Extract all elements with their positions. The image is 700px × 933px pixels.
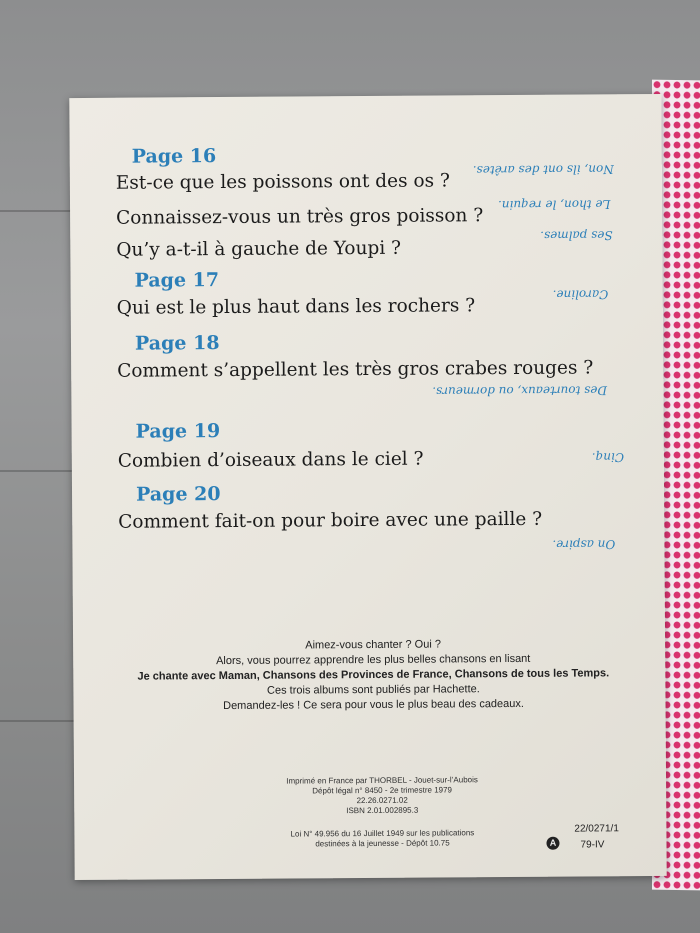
law-line: destinées à la jeunesse - Dépôt 10.75 [315, 838, 450, 849]
answer-upside-down: Des tourteaux, ou dormeurs. [432, 383, 608, 399]
promo-line: Aimez-vous chanter ? Oui ? [305, 638, 442, 652]
page-16-heading: Page 16 [131, 145, 217, 168]
law-notice [262, 828, 502, 850]
promo-line: Alors, vous pourrez apprendre les plus belles chansons en lisant [216, 652, 531, 668]
question-text: Connaissez-vous un très gros poisson ? [116, 205, 484, 229]
catalog-code-sub: 79-IV [580, 839, 605, 851]
imprint-line: 22.26.0271.02 [356, 795, 408, 806]
question-text: Qu’y a-t-il à gauche de Youpi ? [116, 237, 402, 261]
question-text: Qui est le plus haut dans les rochers ? [116, 295, 476, 319]
question-text: Comment s’appellent les très gros crabes rouges ? [117, 357, 594, 382]
answer-upside-down: Cinq. [591, 450, 625, 465]
promo-block [113, 636, 634, 715]
answer-upside-down: Le thon, le requin. [497, 197, 611, 213]
law-line: Loi N° 49.956 du 16 Juillet 1949 sur les publications [290, 828, 475, 839]
answer-upside-down: Ses palmes. [540, 228, 613, 243]
imprint-line: Imprimé en France par THORBEL - Jouet-sur-l’Aubois [286, 775, 478, 786]
catalog-code: 22/0271/1 [574, 823, 619, 835]
question-text: Comment fait-on pour boire avec une paille ? [118, 508, 543, 533]
page-18-heading: Page 18 [134, 332, 220, 355]
book-page [69, 94, 666, 880]
page-19-heading: Page 19 [135, 420, 221, 443]
imprint-line: Dépôt légal n° 8450 - 2e trimestre 1979 [312, 785, 453, 796]
imprint-block [262, 775, 502, 817]
imprint-line: ISBN 2.01.002895.3 [346, 805, 419, 816]
question-text: Combien d’oiseaux dans le ciel ? [117, 448, 424, 472]
page-17-heading: Page 17 [134, 269, 220, 292]
promo-titles: Je chante avec Maman, Chansons des Provinces de France, Chansons de tous les Temps. [137, 667, 610, 683]
question-text: Est-ce que les poissons ont des os ? [115, 170, 450, 194]
answer-upside-down: Caroline. [552, 287, 609, 302]
answer-upside-down: On aspire. [552, 537, 616, 552]
promo-line: Ces trois albums sont publiés par Hachette. [266, 683, 480, 697]
page-20-heading: Page 20 [135, 483, 221, 506]
answer-upside-down: Non, ils ont des arêtes. [472, 162, 614, 178]
publisher-mark-icon: A [546, 837, 559, 850]
promo-line: Demandez-les ! Ce sera pour vous le plus beau des cadeaux. [223, 697, 524, 713]
